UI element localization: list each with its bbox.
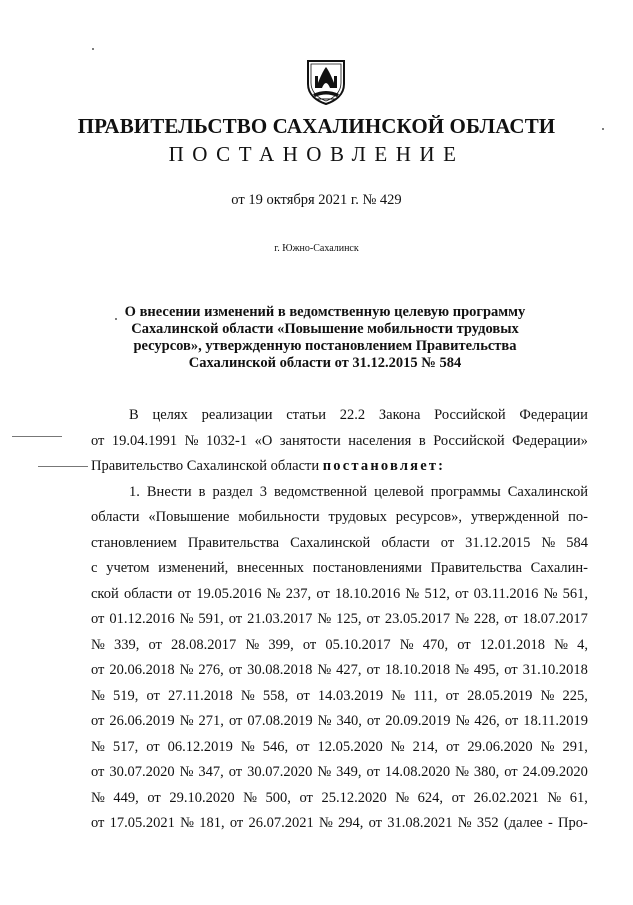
body-line (91, 556, 588, 582)
body-word: 26.02.2021 (473, 789, 539, 806)
body-line (91, 658, 588, 684)
body-word: населения (348, 432, 412, 449)
subject-line: Сахалинской области «Повышение мобильности трудовых (131, 321, 519, 337)
body-word: 470, (422, 636, 449, 653)
body-word: Правительства (430, 560, 522, 576)
body-word: мобильности (238, 509, 320, 525)
body-word: 347, (198, 764, 224, 780)
body-word: 427, (336, 662, 362, 678)
body-word: 291, (562, 738, 588, 755)
body-word: Российской (434, 407, 506, 423)
body-word: от (451, 789, 465, 806)
body-word: 26.06.2019 (109, 713, 175, 729)
body-word: 22.2 (339, 407, 366, 423)
body-word: становлением (91, 534, 177, 551)
body-word: от (366, 713, 381, 729)
subject-line: ресурсов», утвержденную постановлением Правительства (133, 338, 517, 354)
body-word: Сахалинской (507, 483, 588, 500)
scan-artifact (602, 128, 604, 130)
body-word: Российской (433, 432, 505, 449)
body-line (91, 582, 588, 608)
body-line (91, 760, 588, 786)
body-word: 03.11.2016 (473, 585, 539, 602)
body-word: области (123, 585, 173, 602)
body-word: от (228, 764, 243, 780)
body-word: 31.10.2018 (522, 662, 588, 678)
body-line (91, 633, 588, 659)
body-word: статьи (286, 407, 326, 423)
body-word: постановлениями (312, 560, 422, 576)
body-word: от (91, 611, 105, 627)
body-word: раздел (212, 483, 253, 500)
body-word: 18.10.2018 (384, 662, 451, 678)
body-word: № (455, 764, 469, 780)
body-word: 20.06.2018 (109, 662, 175, 678)
body-word: 14.08.2020 (384, 764, 451, 780)
body-word: № (543, 585, 558, 602)
body-word: от (504, 662, 518, 678)
body-line (91, 607, 588, 633)
body-word: (далее (503, 815, 543, 831)
body-word: от (148, 636, 162, 653)
body-word: «О (254, 432, 273, 449)
body-word: № (317, 611, 332, 627)
body-word: 30.07.2020 (109, 764, 175, 780)
body-word: 237, (285, 585, 312, 602)
scan-artifact (12, 436, 62, 437)
body-word: № (399, 636, 414, 653)
body-word: 29.06.2020 (467, 738, 533, 755)
body-word: занятости (279, 432, 341, 449)
body-word: № (317, 662, 332, 678)
body-word: 561, (562, 585, 588, 602)
body-word: Правительства (187, 534, 280, 551)
body-word: 28.05.2019 (467, 687, 533, 704)
body-word: № (457, 815, 472, 831)
body-word: 07.08.2019 (247, 713, 313, 729)
body-word: целях (152, 407, 188, 423)
body-word: 500, (265, 789, 291, 806)
body-word: в (418, 432, 426, 449)
body-word: 01.12.2016 (109, 611, 175, 627)
body-word: 519, (112, 687, 139, 704)
body-word: 4, (577, 636, 588, 653)
coat-of-arms-icon (302, 58, 350, 106)
body-word: в (198, 483, 206, 500)
scan-artifact (115, 318, 117, 320)
body-word: 349, (336, 764, 362, 780)
body-word: от (146, 738, 160, 755)
body-word: № (91, 636, 105, 653)
body-word: № (266, 585, 281, 602)
body-word: 06.12.2019 (167, 738, 233, 755)
body-line (91, 531, 588, 557)
body-word: от (91, 662, 105, 678)
body-word: 517, (112, 738, 139, 755)
body-word: 225, (562, 687, 588, 704)
body-word: № (179, 713, 194, 729)
body-word: от (366, 611, 380, 627)
body-word: от (366, 764, 380, 780)
body-word: № (179, 611, 194, 627)
body-word: № (390, 738, 405, 755)
body-word: от (228, 611, 243, 627)
body-word: 399, (268, 636, 294, 653)
body-word: № (240, 687, 255, 704)
body-word: № (317, 764, 332, 780)
body-word: 495, (473, 662, 500, 678)
body-word: Федерации» (512, 432, 588, 449)
body-word: 23.05.2017 (384, 611, 451, 627)
body-line (91, 429, 588, 455)
body-line (91, 786, 588, 812)
body-word: изменений, (158, 560, 229, 576)
decree-body (91, 403, 588, 837)
body-word: ской (91, 585, 119, 602)
decree-date-number: от 19 октября 2021 г. № 429 (231, 192, 402, 208)
body-word: 19.04.1991 (111, 432, 178, 449)
body-word: 29.10.2020 (169, 789, 235, 806)
body-text: Правительство Сахалинской области (91, 458, 320, 474)
body-word: от (147, 789, 161, 806)
body-word: 339, (113, 636, 140, 653)
body-word: 294, (338, 815, 364, 831)
body-word: от (299, 789, 313, 806)
body-word: 558, (262, 687, 289, 704)
body-word: 1032-1 (206, 432, 248, 449)
body-word: 449, (113, 789, 139, 806)
body-word: 624, (417, 789, 444, 806)
body-word: № (184, 432, 199, 449)
body-word: 228, (473, 611, 500, 627)
body-line (91, 454, 588, 480)
body-word: 18.10.2016 (334, 585, 401, 602)
body-word: № (540, 687, 555, 704)
body-word: 214, (412, 738, 438, 755)
scan-artifact (92, 48, 94, 50)
city-name: г. Южно-Сахалинск (274, 243, 359, 254)
body-word: 340, (336, 713, 362, 729)
resolves-word: постановляет: (322, 458, 446, 474)
body-word: 61, (569, 789, 588, 806)
body-word: трудовых (328, 509, 387, 525)
body-word: 111, (413, 687, 438, 704)
body-word: от (91, 815, 105, 831)
body-word: 426, (474, 713, 500, 729)
body-word: № (391, 687, 406, 704)
body-word: № (455, 662, 469, 678)
body-word: от (455, 585, 469, 602)
body-word: Сахалин- (530, 560, 588, 576)
body-word: от (228, 713, 243, 729)
body-word: 19.05.2016 (196, 585, 262, 602)
body-word: 20.09.2019 (385, 713, 451, 729)
body-word: от (296, 738, 310, 755)
body-word: от (91, 764, 105, 780)
body-word: № (405, 585, 420, 602)
body-word: № (91, 789, 105, 806)
body-word: от (368, 815, 383, 831)
body-word: от (316, 585, 330, 602)
body-word: реализации (201, 407, 273, 423)
scan-artifact (38, 466, 88, 467)
body-word: от (504, 611, 518, 627)
body-word: Федерации (519, 407, 588, 423)
body-word: 1. (129, 483, 140, 500)
body-line (91, 480, 588, 506)
body-word: от (504, 764, 518, 780)
body-word: ресурсов», (395, 509, 462, 525)
body-word: «Повышение (148, 509, 230, 525)
body-word: Закона (378, 407, 421, 423)
body-word: по- (568, 509, 588, 525)
body-word: 352 (476, 815, 499, 831)
body-word: от (440, 534, 455, 551)
body-word: от (445, 687, 460, 704)
body-word: № (180, 815, 194, 831)
body-word: 512, (424, 585, 450, 602)
body-word: от (91, 432, 105, 449)
body-line (91, 811, 588, 837)
body-word: № (179, 764, 194, 780)
body-word: № (318, 815, 333, 831)
body-word: № (317, 713, 332, 729)
body-word: программы (430, 483, 501, 500)
body-word: от (296, 687, 310, 704)
body-word: учетом (106, 560, 150, 576)
body-word: № (547, 789, 562, 806)
body-word: от (302, 636, 317, 653)
body-word: 18.11.2019 (523, 713, 588, 729)
body-line (91, 684, 588, 710)
body-word: № (455, 611, 469, 627)
body-word: № (240, 738, 255, 755)
body-word: 25.12.2020 (321, 789, 387, 806)
body-word: от (177, 585, 192, 602)
government-title: ПРАВИТЕЛЬСТВО САХАЛИНСКОЙ ОБЛАСТИ (77, 114, 556, 138)
body-word: № (540, 738, 555, 755)
subject-line: Сахалинской области от 31.12.2015 № 584 (188, 355, 462, 371)
body-line (91, 505, 588, 531)
body-word: 271, (198, 713, 224, 729)
subject-line: О внесении изменений в ведомственную целевую программу (124, 304, 526, 320)
body-word: 18.07.2017 (522, 611, 588, 627)
body-word: внесенных (236, 560, 304, 576)
document-type: ПОСТАНОВЛЕНИЕ (168, 142, 465, 166)
body-word: 28.08.2017 (171, 636, 237, 653)
body-word: 12.05.2020 (317, 738, 383, 755)
body-word: 31.12.2015 (465, 534, 531, 551)
body-word: с (91, 560, 98, 576)
body-word: 17.05.2021 (109, 815, 175, 831)
body-word: Про- (558, 815, 588, 831)
body-word: № (395, 789, 410, 806)
body-word: № (245, 636, 260, 653)
body-word: 591, (198, 611, 224, 627)
body-word: № (91, 687, 105, 704)
body-word: В (129, 407, 139, 423)
body-word: № (541, 534, 556, 551)
body-word: 05.10.2017 (325, 636, 391, 653)
body-line (91, 709, 588, 735)
body-word: ведомственной (274, 483, 368, 500)
body-word: утвержденной (470, 509, 560, 525)
body-word: 27.11.2018 (168, 687, 233, 704)
body-word: Сахалинской (290, 534, 371, 551)
body-word: от (366, 662, 380, 678)
body-word: 14.03.2019 (317, 687, 384, 704)
body-word: 12.01.2018 (479, 636, 545, 653)
body-line (91, 403, 588, 429)
body-word: 24.09.2020 (522, 764, 588, 780)
body-word: 276, (198, 662, 224, 678)
body-word: от (146, 687, 160, 704)
body-word: № (179, 662, 194, 678)
body-word: от (445, 738, 460, 755)
body-word: 546, (262, 738, 289, 755)
body-word: № (455, 713, 470, 729)
body-word: 21.03.2017 (247, 611, 313, 627)
body-word: целевой (374, 483, 424, 500)
body-word: от (228, 662, 243, 678)
body-word: 3 (259, 483, 268, 500)
body-word: 181, (199, 815, 225, 831)
body-word: 380, (473, 764, 500, 780)
body-word: от (91, 713, 105, 729)
body-word: 584 (566, 534, 588, 551)
body-word: - (547, 815, 553, 831)
body-word: 30.08.2018 (247, 662, 313, 678)
body-line (91, 735, 588, 761)
body-word: № (91, 738, 105, 755)
body-word: 30.07.2020 (247, 764, 313, 780)
body-word: от (229, 815, 244, 831)
body-word: Внести (146, 483, 192, 500)
body-word: 125, (336, 611, 362, 627)
body-word: от (457, 636, 471, 653)
body-word: 26.07.2021 (248, 815, 314, 831)
body-word: № (243, 789, 257, 806)
body-word: области (91, 509, 140, 525)
decree-subject (100, 304, 550, 372)
body-word: 31.08.2021 (387, 815, 453, 831)
body-word: № (554, 636, 568, 653)
body-word: от (504, 713, 519, 729)
body-word: области (381, 534, 430, 551)
